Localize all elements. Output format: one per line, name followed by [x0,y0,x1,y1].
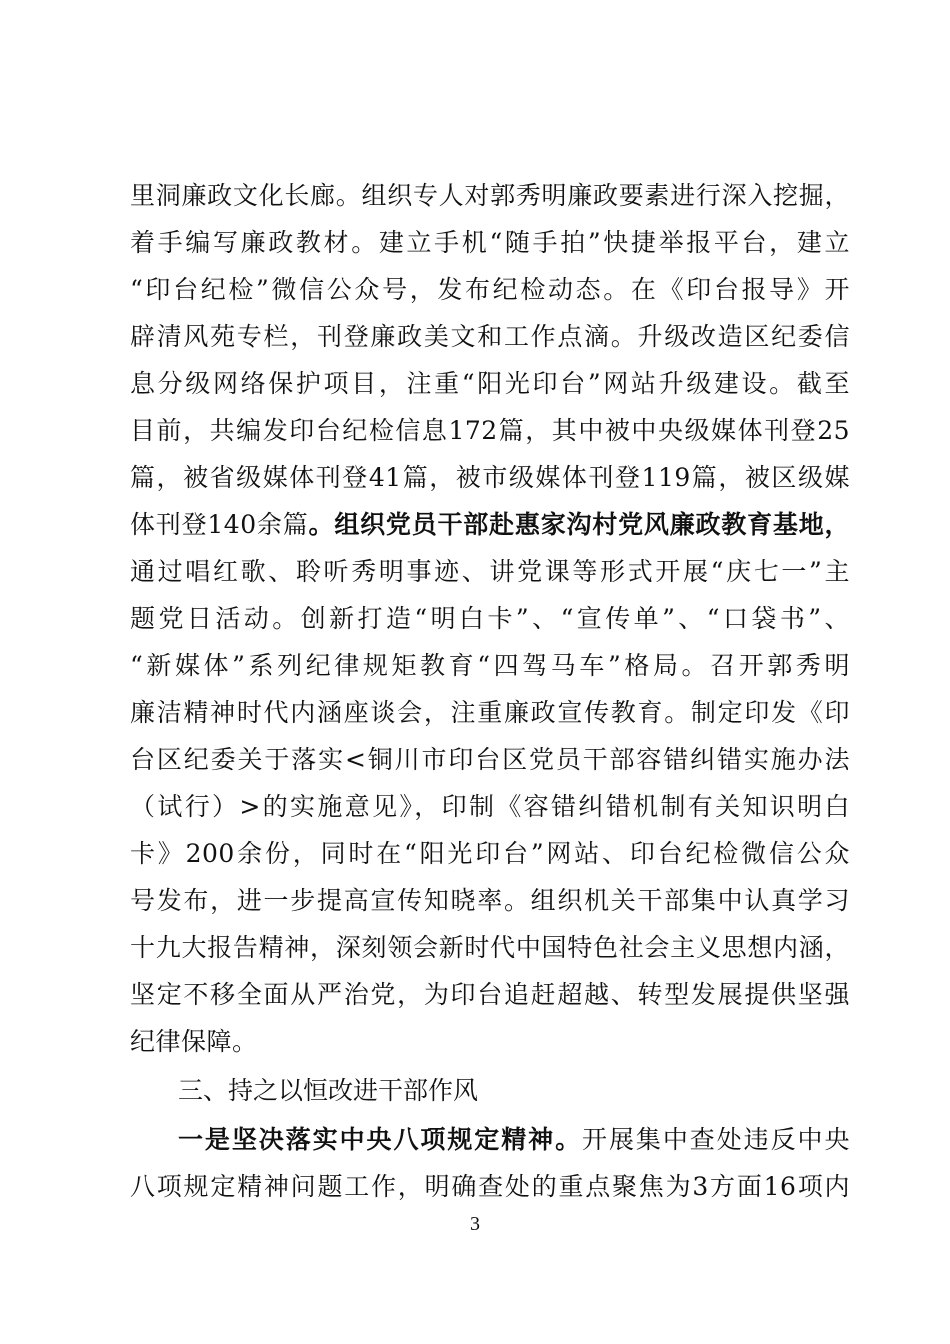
text-line: 辟清风苑专栏，刊登廉政美文和工作点滴。升级改造区纪委信 [130,322,850,351]
text-line: 纪律保障。 [130,1027,258,1056]
text-segment-bold: 。组织党员干部赴惠家沟村党风廉政教育基地， [308,510,850,539]
text-line: 廉洁精神时代内涵座谈会，注重廉政宣传教育。制定印发《印 [130,698,850,727]
text-line: 目前，共编发印台纪检信息172篇，其中被中央级媒体刊登25 [130,416,850,445]
text-segment-bold: 一是坚决落实中央八项规定精神。 [178,1125,583,1154]
text-line: 通过唱红歌、聆听秀明事迹、讲党课等形式开展“庆七一”主 [130,557,850,586]
text-line-mixed [178,1118,850,1162]
text-line: 坚定不移全面从严治党，为印台追赶超越、转型发展提供坚强 [130,980,850,1009]
text-line: 台区纪委关于落实<铜川市印台区党员干部容错纠错实施办法 [130,745,850,774]
text-line: （试行）>的实施意见》，印制《容错纠错机制有关知识明白 [130,792,850,821]
text-line: 卡》200余份，同时在“阳光印台”网站、印台纪检微信公众 [130,839,850,868]
text-line: “印台纪检”微信公众号，发布纪检动态。在《印台报导》开 [130,275,850,304]
text-segment: 体刊登140余篇 [130,510,309,539]
text-line: 息分级网络保护项目，注重“阳光印台”网站升级建设。截至 [130,369,850,398]
text-segment: 开展集中查处违反中央 [582,1125,850,1154]
page-number: 3 [470,1213,480,1235]
text-line: 着手编写廉政教材。建立手机“随手拍”快捷举报平台，建立 [130,228,850,257]
text-line-mixed [130,503,850,547]
section-heading: 三、持之以恒改进干部作风 [178,1076,479,1105]
text-line: 号发布，进一步提高宣传知晓率。组织机关干部集中认真学习 [130,886,850,915]
text-line: 十九大报告精神，深刻领会新时代中国特色社会主义思想内涵， [130,933,850,962]
text-line: 篇，被省级媒体刊登41篇，被市级媒体刊登119篇，被区级媒 [130,463,850,492]
text-line: 题党日活动。创新打造“明白卡”、“宣传单”、“口袋书”、 [130,604,850,633]
text-line: “新媒体”系列纪律规矩教育“四驾马车”格局。召开郭秀明 [130,651,850,680]
text-line: 八项规定精神问题工作，明确查处的重点聚焦为3方面16项内 [130,1172,850,1201]
text-line: 里洞廉政文化长廊。组织专人对郭秀明廉政要素进行深入挖掘， [130,181,850,210]
